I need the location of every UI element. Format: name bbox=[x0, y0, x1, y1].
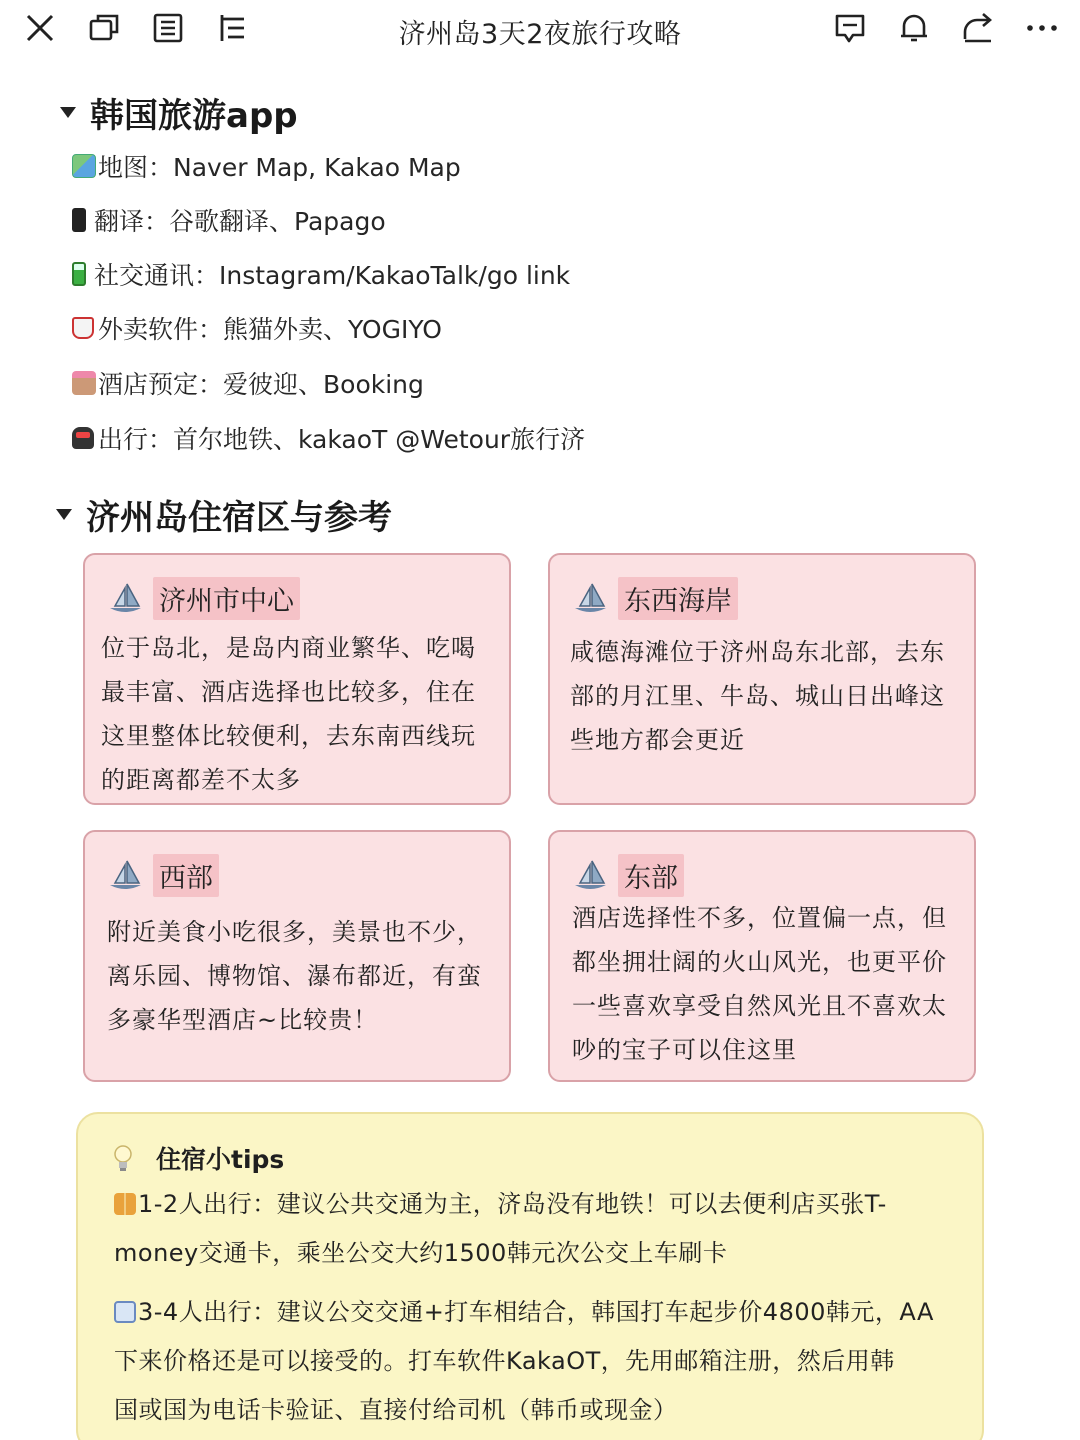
tips-callout bbox=[76, 1112, 984, 1440]
card-title: 西部 bbox=[153, 854, 219, 897]
tip-paragraph-1 bbox=[114, 1180, 958, 1278]
comment-icon[interactable] bbox=[828, 8, 872, 48]
card-title: 东西海岸 bbox=[618, 577, 738, 620]
collapse-caret-icon[interactable] bbox=[56, 509, 72, 520]
close-icon[interactable] bbox=[18, 8, 62, 48]
sailboat-icon bbox=[572, 582, 608, 616]
card-title: 济州市中心 bbox=[153, 577, 300, 620]
bell-icon[interactable] bbox=[892, 8, 936, 48]
sailboat-icon bbox=[107, 859, 143, 893]
battery-emoji-icon bbox=[72, 262, 86, 286]
tip-line: 下来价格还是可以接受的。打车软件KakaOT，先用邮箱注册，然后用韩 bbox=[114, 1347, 895, 1375]
section-heading-stay[interactable]: 济州岛住宿区与参考 bbox=[56, 490, 392, 539]
app-item-takeout: 外卖软件：熊猫外卖、YOGIYO bbox=[72, 311, 442, 345]
area-card-city-center bbox=[83, 553, 511, 805]
tip-line: 1-2人出行：建议公共交通为主，济岛没有地铁！可以去便利店买张T- bbox=[114, 1180, 958, 1229]
app-item-translate: 翻译：谷歌翻译、Papago bbox=[72, 203, 386, 237]
area-card-east-west-coast bbox=[548, 553, 976, 805]
takeout-emoji-icon bbox=[72, 317, 94, 339]
card-title: 东部 bbox=[618, 854, 684, 897]
outline-icon[interactable] bbox=[210, 8, 254, 48]
area-card-west bbox=[83, 830, 511, 1082]
hotel-emoji-icon bbox=[72, 371, 96, 395]
app-item-transport: 出行：首尔地铁、kakaoT @Wetour旅行济 bbox=[72, 421, 585, 455]
more-icon[interactable] bbox=[1020, 8, 1064, 48]
card-header bbox=[572, 854, 684, 897]
card-header bbox=[107, 577, 300, 620]
app-item-hotel: 酒店预定：爱彼迎、Booking bbox=[72, 366, 424, 400]
tip-line: 国或国为电话卡验证、直接付给司机（韩币或现金） bbox=[114, 1396, 678, 1424]
train-emoji-icon bbox=[72, 427, 94, 449]
area-card-east bbox=[548, 830, 976, 1082]
collapse-caret-icon[interactable] bbox=[60, 107, 76, 118]
family-group-icon bbox=[114, 1301, 136, 1323]
sailboat-icon bbox=[107, 582, 143, 616]
phone-emoji-icon bbox=[72, 208, 86, 232]
share-icon[interactable] bbox=[956, 8, 1000, 48]
top-toolbar bbox=[0, 0, 1080, 60]
card-header bbox=[572, 577, 738, 620]
tips-header: 住宿小tips bbox=[112, 1140, 284, 1176]
tip-line: 3-4人出行：建议公交交通+打车相结合，韩国打车起步价4800韩元，AA bbox=[114, 1288, 958, 1337]
section-heading-apps[interactable]: 韩国旅游app bbox=[60, 88, 298, 137]
sailboat-icon bbox=[572, 859, 608, 893]
app-item-social: 社交通讯：Instagram/KakaoTalk/go link bbox=[72, 257, 570, 291]
document-title: 济州岛3天2夜旅行攻略 bbox=[398, 19, 682, 50]
map-emoji-icon bbox=[72, 154, 96, 178]
people-couple-icon bbox=[114, 1193, 136, 1215]
card-body: 咸德海滩位于济州岛东北部，去东 部的月江里、牛岛、城山日出峰这 些地方都会更近 bbox=[570, 638, 945, 754]
tip-line: money交通卡，乘坐公交大约1500韩元次公交上车刷卡 bbox=[114, 1239, 728, 1267]
card-header bbox=[107, 854, 219, 897]
card-body: 酒店选择性不多，位置偏一点，但 都坐拥壮阔的火山风光，也更平价 一些喜欢享受自然风光且不喜欢太 吵的宝子可以住这里 bbox=[572, 904, 947, 1064]
lightbulb-icon bbox=[112, 1144, 134, 1172]
list-view-icon[interactable] bbox=[146, 8, 190, 48]
card-body: 附近美食小吃很多，美景也不少， 离乐园、博物馆、瀑布都近，有蛮 多豪华型酒店~比较贵！ bbox=[107, 918, 482, 1034]
copy-window-icon[interactable] bbox=[82, 8, 126, 48]
app-item-map: 地图：Naver Map, Kakao Map bbox=[72, 149, 461, 183]
card-body: 位于岛北，是岛内商业繁华、吃喝 最丰富、酒店选择也比较多，住在 这里整体比较便利，去东南西线玩 的距离都差不太多 bbox=[101, 634, 476, 794]
tip-paragraph-2 bbox=[114, 1288, 958, 1435]
